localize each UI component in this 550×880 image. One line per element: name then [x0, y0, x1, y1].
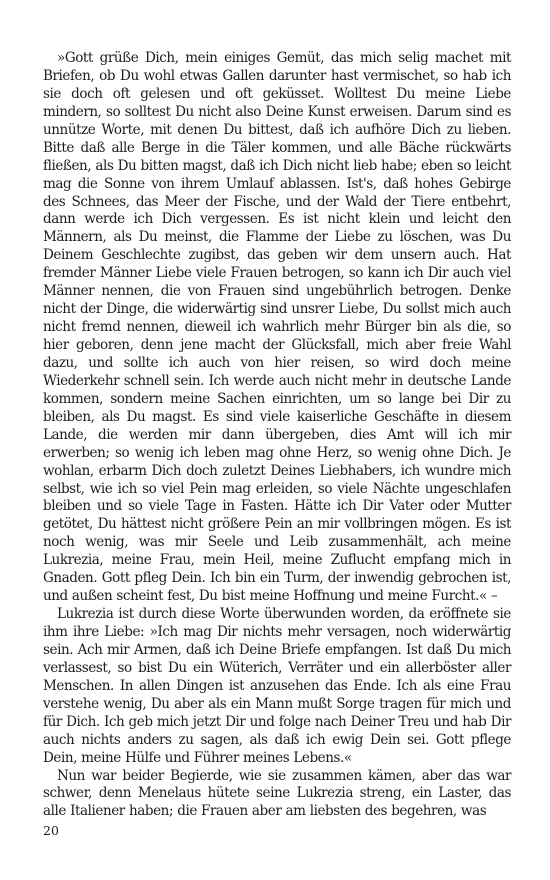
paragraph-lukrezia-reply: Lukrezia ist durch diese Worte überwunden worden, da eröffnete sie ihm ihre Liebe: »Ich mag Dir nichts mehr versagen, noch widerwärtig sein. Ach mir Armen, daß ich Deine Briefe empfangen. Ist daß Du mich verlassest, so bist Du ein Wüterich, Verräter und ein allerböster aller Menschen. In allen Dingen ist anzusehen das Ende. Ich als eine Frau verstehe wenig, Du aber als ein Mann mußt Sorge tragen für mich und für Dich. Ich geb mich jetzt Dir und folge nach Deiner Treu und hab Dir auch nichts anders zu sagen, als daß ich ewig Dein sei. Gott pflege Dein, meine Hülfe und Führer meines Lebens.«: [43, 606, 511, 766]
paragraph-menelaus: Nun war beider Begierde, wie sie zusammen kämen, aber das war schwer, denn Menelaus hütete seine Lukrezia streng, ein Laster, das alle Italiener haben; die Frauen aber am liebsten des begehren, was: [43, 767, 511, 820]
paragraph-letter: »Gott grüße Dich, mein einiges Gemüt, das mich selig machet mit Briefen, ob Du wohl etwas Gallen darunter hast vermischet, so hab ich sie doch oft gelesen und oft geküsset. Wolltest Du meine Liebe mindern, so solltest Du nicht also Deine Kunst erweisen. Darum sind es unnütze Worte, mit denen Du bittest, daß ich aufhöre Dich zu lieben. Bitte daß alle Berge in die Täler kommen, und alle Bäche rückwärts fließen, als Du bitten magst, daß ich Dich nicht lieb habe; eben so leicht mag die Sonne von ihrem Umlauf ablassen. Ist's, daß hohes Gebirge des Schnees, das Meer der Fische, und der Wald der Tiere entbehrt, dann werde ich Dich vergessen. Es ist nicht klein und leicht den Männern, als Du meinst, die Flamme der Liebe zu löschen, was Du Deinem Geschlechte zugibst, das geben wir dem unsern auch. Hat fremder Männer Liebe viele Frauen betrogen, so kann ich Dir auch viel Männer nennen, die von Frauen sind ungebührlich betrogen. Denke nicht der Dinge, die widerwärtig sind unsrer Liebe, Du sollst mich auch nicht fremd nennen, dieweil ich wahrlich mehr Bürger bin als die, so hier geboren, denn jene macht der Glücksfall, mich aber freie Wahl dazu, und sollte ich auch von hier reisen, so wird doch meine Wiederkehr schnell sein. Ich werde auch nicht mehr in deutsche Lande kommen, sondern meine Sachen einrichten, um so lange bei Dir zu bleiben, als Du magst. Es sind viele kaiserliche Geschäfte in diesem Lande, die werden mir dann übergeben, dies Amt will ich mir erwerben; so wenig ich leben mag ohne Herz, so wenig ohne Dich. Je wohlan, erbarm Dich doch zuletzt Deines Liebhabers, ich wundre mich selbst, wie ich so viel Pein mag erleiden, so viele Nächte ungeschlafen bleiben und so viele Tage in Fasten. Hätte ich Dir Vater oder Mutter getötet, Du hättest nicht größere Pein an mir vollbringen mögen. Es ist noch wenig, was mir Seele und Leib zusammenhält, ach meine Lukrezia, meine Frau, mein Heil, meine Zuflucht empfang mich in Gnaden. Gott pfleg Dein. Ich bin ein Turm, der inwendig gebrochen ist, und außen scheint fest, Du bist meine Hoffnung und meine Furcht.« –: [43, 50, 511, 605]
book-page-text: [43, 50, 511, 821]
page-number: 20: [43, 823, 59, 838]
